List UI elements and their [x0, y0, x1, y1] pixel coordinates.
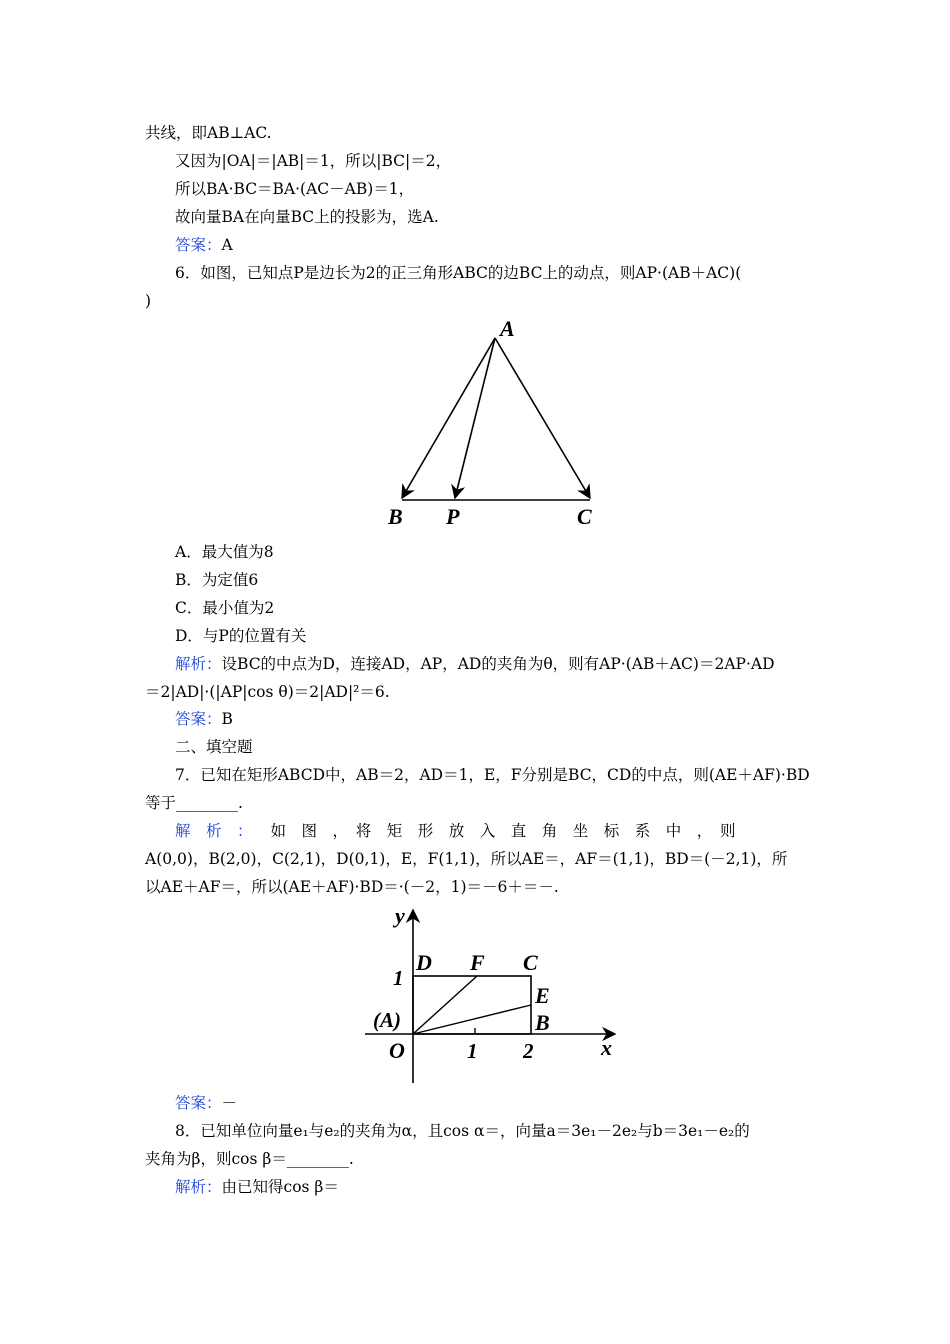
answer-value: A [221, 236, 233, 254]
solution-7 [175, 821, 736, 841]
tick-label-x-1: 1 [467, 1039, 478, 1063]
solution-6 [175, 654, 775, 674]
question-7: 7．已知在矩形ABCD中，AB＝2，AD＝1，E，F分别是BC，CD的中点，则(AE＋AF)·BD [175, 766, 810, 784]
label-c: C [523, 950, 538, 975]
question-8-cont: 夹角为β，则cos β＝________. [145, 1150, 354, 1168]
solution-text: 由已知得cos β＝ [221, 1178, 339, 1196]
section-heading: 二、填空题 [175, 738, 253, 756]
answer-line [175, 709, 233, 729]
answer-value: － [221, 1094, 238, 1112]
solution-8 [175, 1177, 339, 1197]
label-d: D [416, 950, 432, 975]
label-a: (A) [373, 1008, 401, 1032]
solution-label: 解析： [175, 655, 222, 673]
solution-6-cont: ＝2|AD|·(|AP|cos θ)＝2|AD|²＝6. [145, 683, 390, 701]
solution-text: 如 图 ， 将 矩 形 放 入 直 角 坐 标 系 中 ， 则 [270, 822, 736, 840]
option-a: A．最大值为8 [175, 543, 274, 561]
option-b: B．为定值6 [175, 571, 259, 589]
axis-label-y: y [395, 903, 405, 928]
answer-value: B [221, 710, 233, 728]
text-line: 所以BA·BC＝BA·(AC－AB)＝1， [175, 180, 415, 198]
label-b: B [388, 504, 403, 529]
text-line: 故向量BA在向量BC上的投影为，选A. [175, 208, 439, 226]
text-line: 共线，即AB⊥AC. [145, 124, 272, 142]
solution-text: 设BC的中点为D，连接AD，AP，AD的夹角为θ，则有AP·(AB＋AC)＝2AP·AD [221, 655, 775, 673]
answer-line [175, 235, 233, 255]
label-f: F [470, 950, 485, 975]
label-p: P [446, 504, 460, 529]
question-7-cont: 等于________. [145, 794, 243, 812]
label-o: O [389, 1038, 405, 1063]
option-d: D．与P的位置有关 [175, 627, 307, 645]
label-a: A [500, 316, 515, 341]
answer-line [175, 1093, 237, 1113]
triangle-figure [380, 312, 620, 532]
question-8: 8．已知单位向量e₁与e₂的夹角为α，且cos α＝，向量a＝3e₁－2e₂与b＝3e₁－e₂的 [175, 1122, 750, 1140]
solution-label: 解析： [175, 1178, 222, 1196]
answer-label: 答案： [175, 236, 222, 254]
solution-label: 解 析 ： [175, 822, 253, 840]
tick-label-x-2: 2 [523, 1039, 534, 1063]
answer-label: 答案： [175, 1094, 222, 1112]
question-6: 6．如图，已知点P是边长为2的正三角形ABC的边BC上的动点，则AP·(AB＋AC)( [175, 264, 742, 282]
axis-label-x: x [601, 1035, 612, 1060]
option-c: C．最小值为2 [175, 599, 275, 617]
answer-label: 答案： [175, 710, 222, 728]
label-b: B [535, 1010, 550, 1035]
solution-7-cont: A(0,0)，B(2,0)，C(2,1)，D(0,1)，E，F(1,1)，所以AE＝，AF＝(1,1)，BD＝(－2,1)，所 [145, 850, 788, 868]
text-line: 又因为|OA|＝|AB|＝1，所以|BC|＝2， [175, 152, 452, 170]
rectangle-coordinate-figure [355, 898, 635, 1088]
label-c: C [577, 504, 592, 529]
solution-7-cont: 以AE＋AF＝，所以(AE＋AF)·BD＝·(－2，1)＝－6＋＝－. [145, 878, 559, 896]
tick-label-y-1: 1 [393, 966, 404, 990]
label-e: E [535, 983, 550, 1008]
question-6-cont: ) [145, 292, 152, 310]
